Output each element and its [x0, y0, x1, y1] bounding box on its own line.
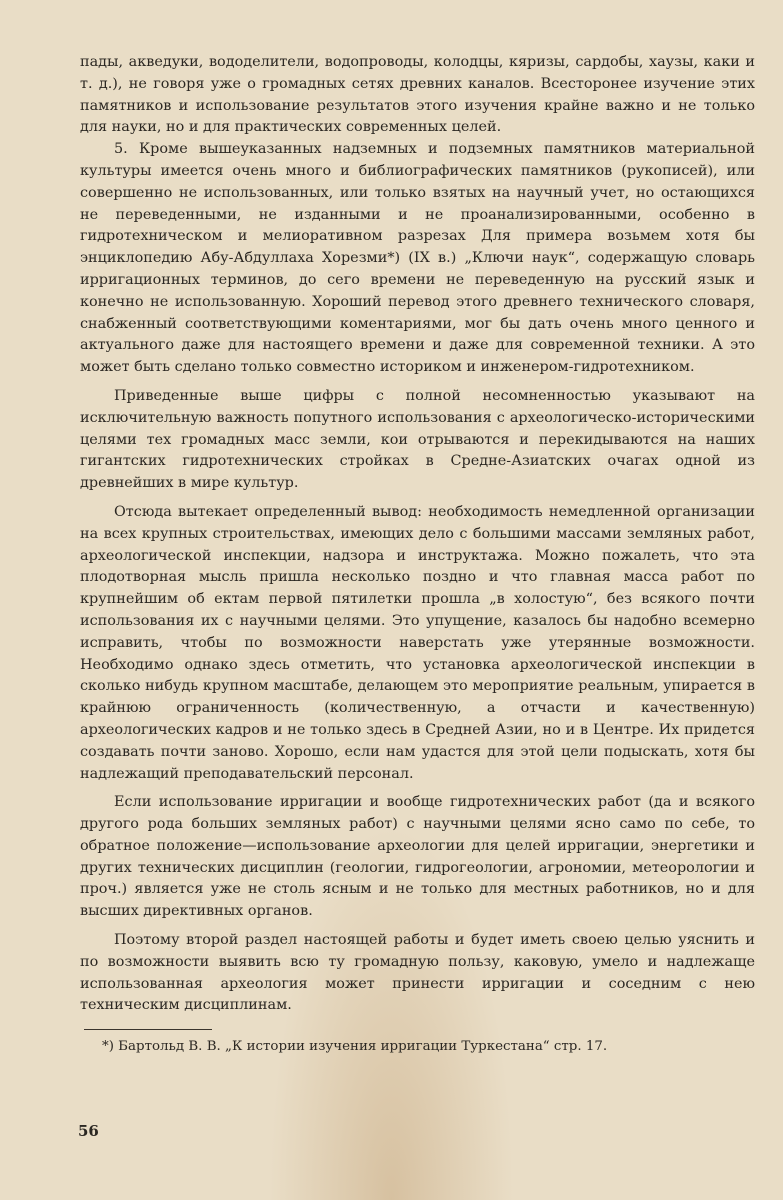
footnote-divider — [84, 1029, 212, 1030]
paragraph-irrigation-use: Если использование ирригации и вообще гидротехнических работ (да и всякого другого рода больших земляных работ) с научными целями ясно само по себе, то обратное положение—использование археологии для целей ирригации, энергетики и других технических дисциплин (геологии, гидрогеологии, агрономии, метеорологии и проч.) является уже не столь ясным и не только для местных работников, но и для высших директивных органов. — [80, 794, 755, 920]
paragraph-continued: пады, акведуки, вододелители, водопроводы, колодцы, кяризы, сардобы, хаузы, каки и т. д.), не говоря уже о громадных сетях древних каналов. Всесторонее изучение этих памятников и использование результатов этого изучения крайне важно и не только для науки, но и для практических современных целей. — [80, 54, 755, 136]
page-number: 56 — [78, 1122, 99, 1140]
paragraph-conclusion: Отсюда вытекает определенный вывод: необходимость немедленной организации на всех крупных строительствах, имеющих дело с большими массами земляных работ, археологической инспекции, надзора и инструктажа. Можно пожалеть, что эта плодотворная мысль пришла несколько поздно и что главная масса работ по крупнейшим об ектам первой пятилетки прошла „в холостую“, без всякого почти использования их с научными целями. Это упущение, казалось бы надобно всемерно исправить, чтобы по возможности наверстать уже утерянные возможности. Необходимо однако здесь отметить, что установка археологической инспекции в сколько нибудь крупном масштабе, делающем это мероприятие реальным, упирается в крайнюю ограниченность (количественную, а отчасти и качественную) археологических кадров и не только здесь в Средней Азии, но и в Центре. Их придется создавать почти заново. Хорошо, если нам удастся для этой цели подыскать, хотя бы надлежащий преподавательский персонал. — [80, 503, 755, 782]
paragraph-second-section: Поэтому второй раздел настоящей работы и будет иметь своею целью уяснить и по возможности выявить всю ту громадную пользу, каковую, умело и надлежаще использованная археология может принести ирригации и соседним с нею техническим дисциплинам. — [80, 932, 755, 1014]
footnote: *) Бартольд В. В. „К истории изучения ирригации Туркестана“ стр. 17. — [102, 1039, 608, 1055]
paragraph-figures: Приведенные выше цифры с полной несомненностью указывают на исключительную важность попутного использования с археологическо-историческими целями тех громадных масс земли, кои отрываются и перекидываются на наших гигантских гидротехнических стройках в Средне-Азиатских очагах одной из древнейших в мире культур. — [80, 387, 755, 492]
paragraph-point-5: 5. Кроме вышеуказанных надземных и подземных памятников материальной культуры имеется очень много и библиографических памятников (рукописей), или совершенно не использованных, или только взятых на научный учет, но остающихся не переведенными, не изданными и не проанализированными, особенно в гидротехническом и мелиоративном разрезах Для примера возьмем хотя бы энциклопедию Абу-Абдуллаха Хорезми*) (IX в.) „Ключи наук“, содержащую словарь ирригационных терминов, до сего времени не переведенную на русский язык и конечно не использованную. Хороший перевод этого древнего технического словаря, снабженный соответствующими коментариями, мог бы дать очень много ценного и актуального даже для настоящего времени и даже для современной техники. А это может быть сделано только совместно историком и инженером-гидротехником. — [80, 141, 755, 376]
body-text — [80, 52, 755, 1017]
